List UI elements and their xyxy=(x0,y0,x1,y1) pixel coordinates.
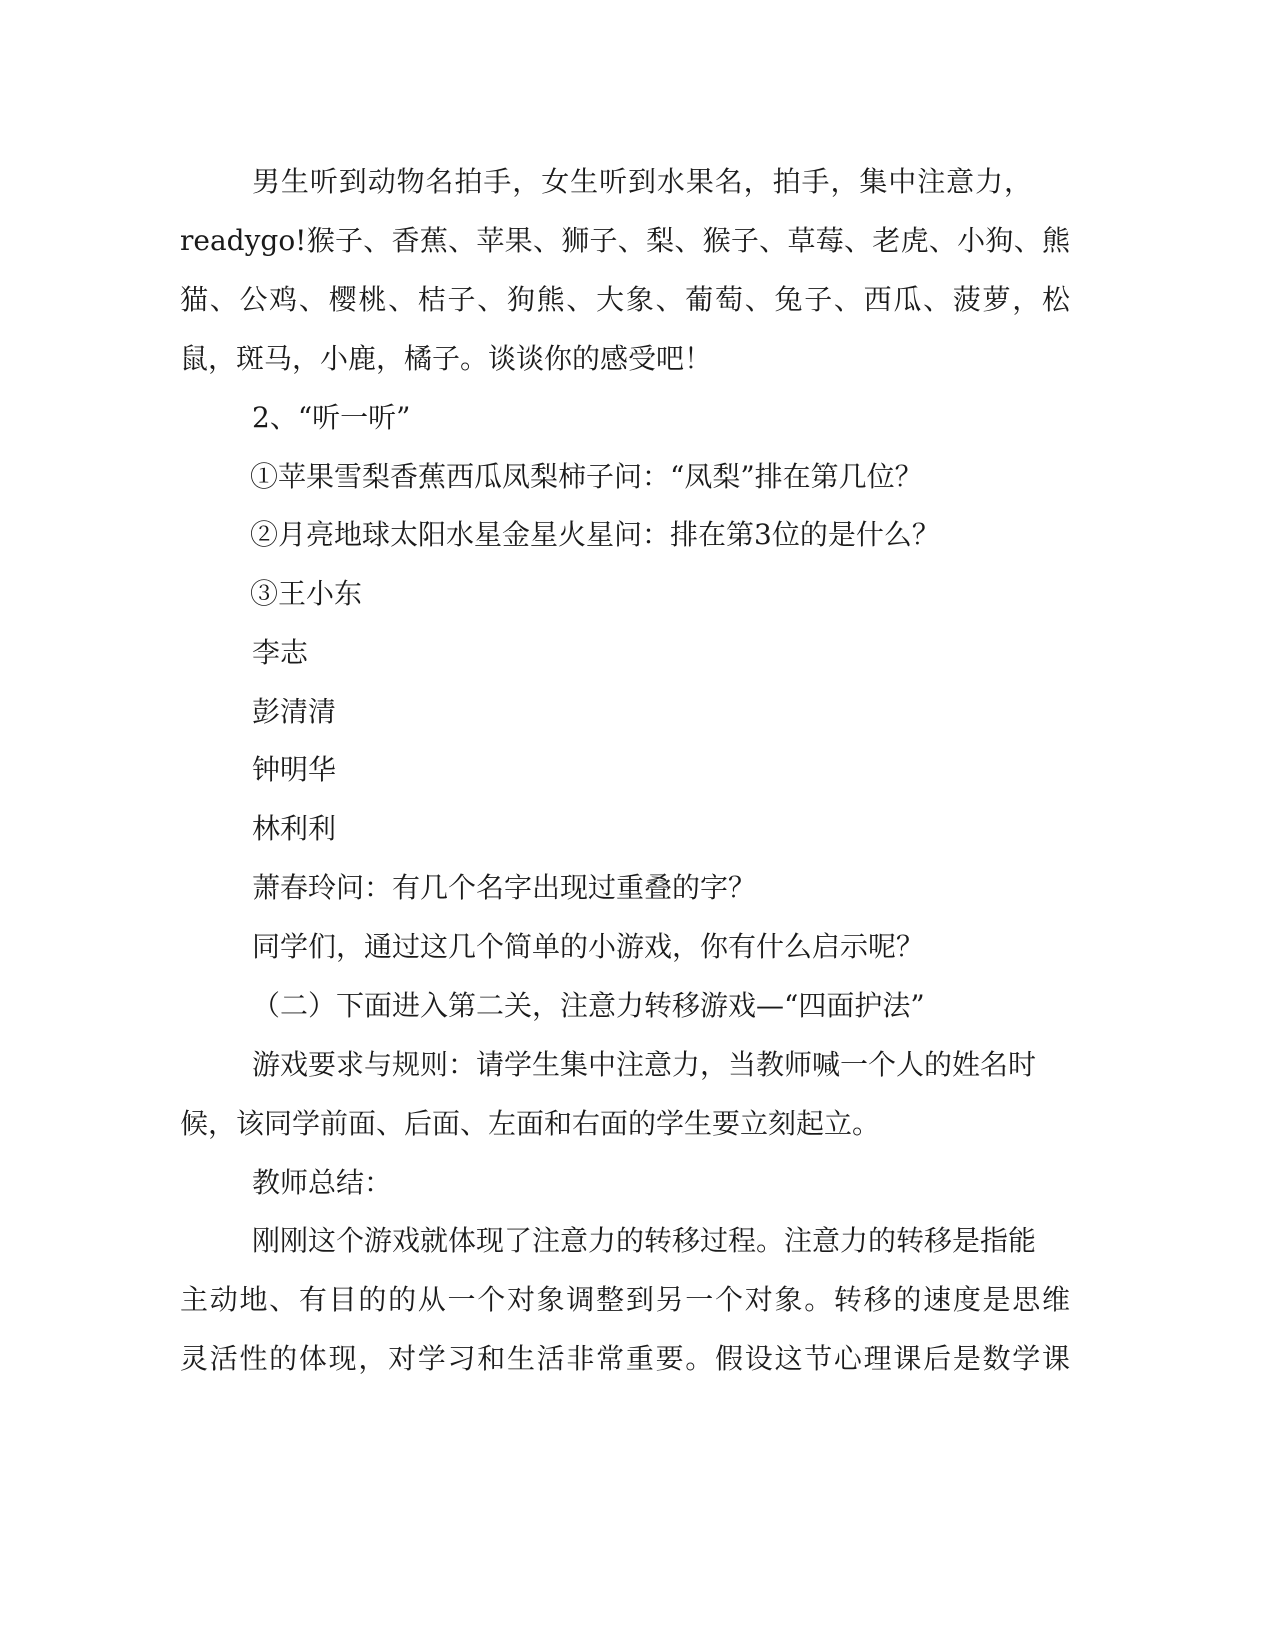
name-list-item: 林利利 xyxy=(252,812,337,845)
name-list-item: 彭清清 xyxy=(252,695,337,728)
paragraph-game1-line1: 男生听到动物名拍手，女生听到水果名，拍手，集中注意力， xyxy=(252,165,1032,198)
paragraph-game1-line4: 鼠，斑马，小鹿，橘子。谈谈你的感受吧！ xyxy=(180,342,713,375)
summary-line1: 刚刚这个游戏就体现了注意力的转移过程。注意力的转移是指能 xyxy=(252,1224,1037,1257)
paragraph-game1-line2: readygo!猴子、香蕉、苹果、狮子、梨、猴子、草莓、老虎、小狗、熊 xyxy=(180,224,1070,257)
summary-line3: 灵活性的体现，对学习和生活非常重要。假设这节心理课后是数学课 xyxy=(180,1342,1070,1375)
listen-item-1: ①苹果雪梨香蕉西瓜凤梨柿子问：“凤梨”排在第几位？ xyxy=(250,460,923,493)
rules-line2: 候，该同学前面、后面、左面和右面的学生要立刻起立。 xyxy=(180,1107,881,1140)
level2-heading: （二）下面进入第二关，注意力转移游戏—“四面护法” xyxy=(252,989,925,1022)
listen-item-3: ③王小东 xyxy=(250,577,363,610)
teacher-summary-label: 教师总结： xyxy=(252,1166,393,1199)
reflection-question: 同学们，通过这几个简单的小游戏，你有什么启示呢？ xyxy=(252,930,925,963)
section-heading-listen: 2、“听一听” xyxy=(252,401,411,434)
listen-item-3-question: 萧春玲问：有几个名字出现过重叠的字？ xyxy=(252,871,757,904)
paragraph-game1-line3: 猫、公鸡、樱桃、桔子、狗熊、大象、葡萄、兔子、西瓜、菠萝，松 xyxy=(180,283,1070,316)
rules-line1: 游戏要求与规则：请学生集中注意力，当教师喊一个人的姓名时 xyxy=(252,1048,1037,1081)
summary-line2: 主动地、有目的的从一个对象调整到另一个对象。转移的速度是思维 xyxy=(180,1283,1070,1316)
name-list-item: 李志 xyxy=(252,636,309,669)
name-list-item: 钟明华 xyxy=(252,753,337,786)
listen-item-2: ②月亮地球太阳水星金星火星问：排在第3位的是什么？ xyxy=(250,518,940,551)
